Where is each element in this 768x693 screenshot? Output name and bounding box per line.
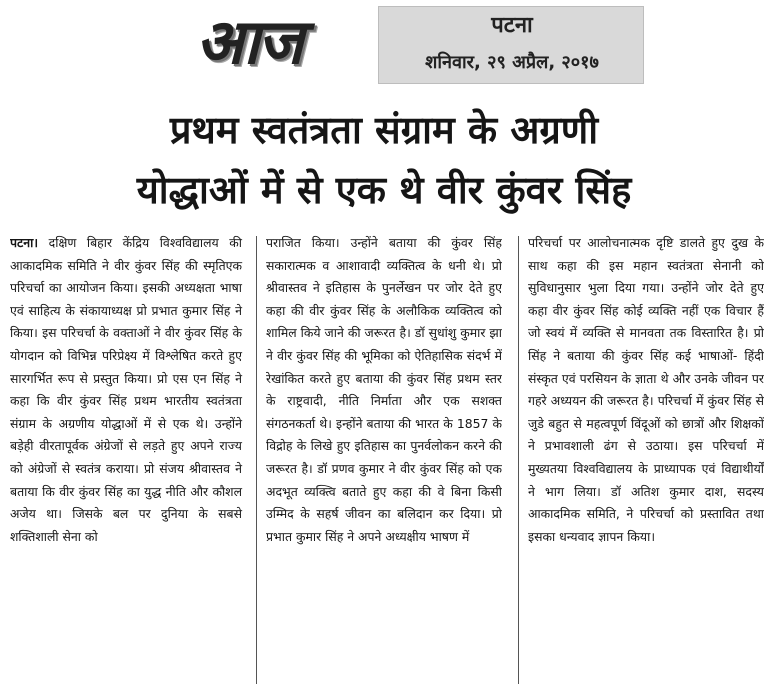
dateline-city: पटना (491, 13, 533, 38)
newspaper-logo: आज (196, 5, 302, 78)
headline (0, 100, 768, 220)
article-column-3 (528, 232, 764, 688)
headline-line-1: प्रथम स्वतंत्रता संग्राम के अग्रणी (169, 108, 599, 152)
column-divider-1 (256, 236, 257, 684)
byline: पटना। (10, 235, 39, 250)
dateline-date: शनिवार, २९ अप्रैल, २०१७ (425, 52, 599, 73)
masthead (0, 0, 768, 96)
article-body (10, 232, 762, 688)
article-column-2 (266, 232, 502, 688)
column-divider-2 (518, 236, 519, 684)
article-paragraph-1 (10, 232, 242, 548)
article-column-1 (10, 232, 246, 688)
article-text-col1: दक्षिण बिहार केंद्रिय विश्वविद्यालय की आकादमिक समिति ने वीर कुंवर सिंह की स्मृतिएक परिचर्चा का आयोजन किया। इसकी अध्यक्षता भाषा एवं साहित्य के संकायाध्यक्ष प्रो प्रभात कुमार सिंह ने किया। इस परिचर्चा के वक्ताओं ने वीर कुंवर सिंह के योगदान को विभिन्न परिप्रेक्ष्य में विश्लेषित करते हुए सारगर्भित रूप से प्रस्तुत किया। प्रो एस एन सिंह ने कहा कि वीर कुंवर सिंह प्रथम भारतीय स्वतंत्रता संग्राम के अग्रणीय योद्धाओं में से एक थे। उन्होंने बडे़ही वीरतापूर्वक अंग्रेजों से लड़ते हुए अपने राज्य को अंग्रेजों से स्वतंत्र कराया। प्रो संजय श्रीवास्तव ने बताया कि वीर कुंवर सिंह का युद्ध नीति और कौशल अजेय था। जिसके बल पर दुनिया के सबसे शक्तिशाली सेना को (10, 235, 242, 544)
dateline-box (378, 6, 644, 84)
article-text-col3: परिचर्चा पर आलोचनात्मक दृष्टि डालते हुए दुख के साथ कहा की इस महान स्वतंत्रता सेनानी को सुविधानुसार भुला दिया गया। उन्होंने जोर देते हुए कहा वीर कुंवर सिंह कोई व्यक्ति नहीं एक विचार हैं जो स्वयं में व्यक्ति से मानवता तक विस्तारित है। प्रो सिंह ने बताया की कुंवर सिंह कई भाषाओं- हिंदी संस्कृत एवं परसियन के ज्ञाता थे और उनके जीवन पर गहरे अध्ययन की जरूरत है। परिचर्चा में कुंवर सिंह से जुडे बहुत से महत्वपूर्ण विंदूओं को छात्रों और शिक्षकों ने प्रभावशाली ढंग से उठाया। इस परिचर्चा में मुख्यतया विश्वविद्यालय के प्राध्यापक एवं विद्याथीर्यों ने भाग लिया। डॉ अतिश कुमार दाश, सदस्य आकादमिक समिति, ने परिचर्चा को प्रस्तावित तथा इसका धन्यवाद ज्ञापन किया। (528, 235, 764, 544)
headline-line-2: योद्धाओं में से एक थे वीर कुंवर सिंह (136, 168, 632, 212)
article-text-col2: पराजित किया। उन्होंने बताया की कुंवर सिंह सकारात्मक व आशावादी व्यक्तित्व के धनी थे। प्रो श्रीवास्तव ने इतिहास के पुनर्लेखन पर जोर देते हुए कहा की वीर कुंवर सिंह के अलौकिक व्यक्तित्व को शामिल किये जाने की जरूरत है। डॉ सुधांशु कुमार झा ने वीर कुंवर सिंह की भूमिका को ऐतिहासिक संदर्भ में रेखांकित करते हुए बताया की कुंवर सिंह प्रथम स्तर के राष्ट्रवादी, नीति निर्माता और एक सशक्त संगठनकर्ता थे। इन्होंने बताया की भारत के 1857 के विद्रोह के लिखे हुए इतिहास का पुनर्वलोकन करने की जरूरत है। डॉ प्रणव कुमार ने वीर कुंवर सिंह को एक अदभूत व्यक्त्वि बताते हुए कहा की वे बिना किसी उम्मिद के सहर्ष जीवन का बलिदान कर दिया। प्रो प्रभात कुमार सिंह ने अपने अध्यक्षीय भाषण में (266, 235, 502, 544)
